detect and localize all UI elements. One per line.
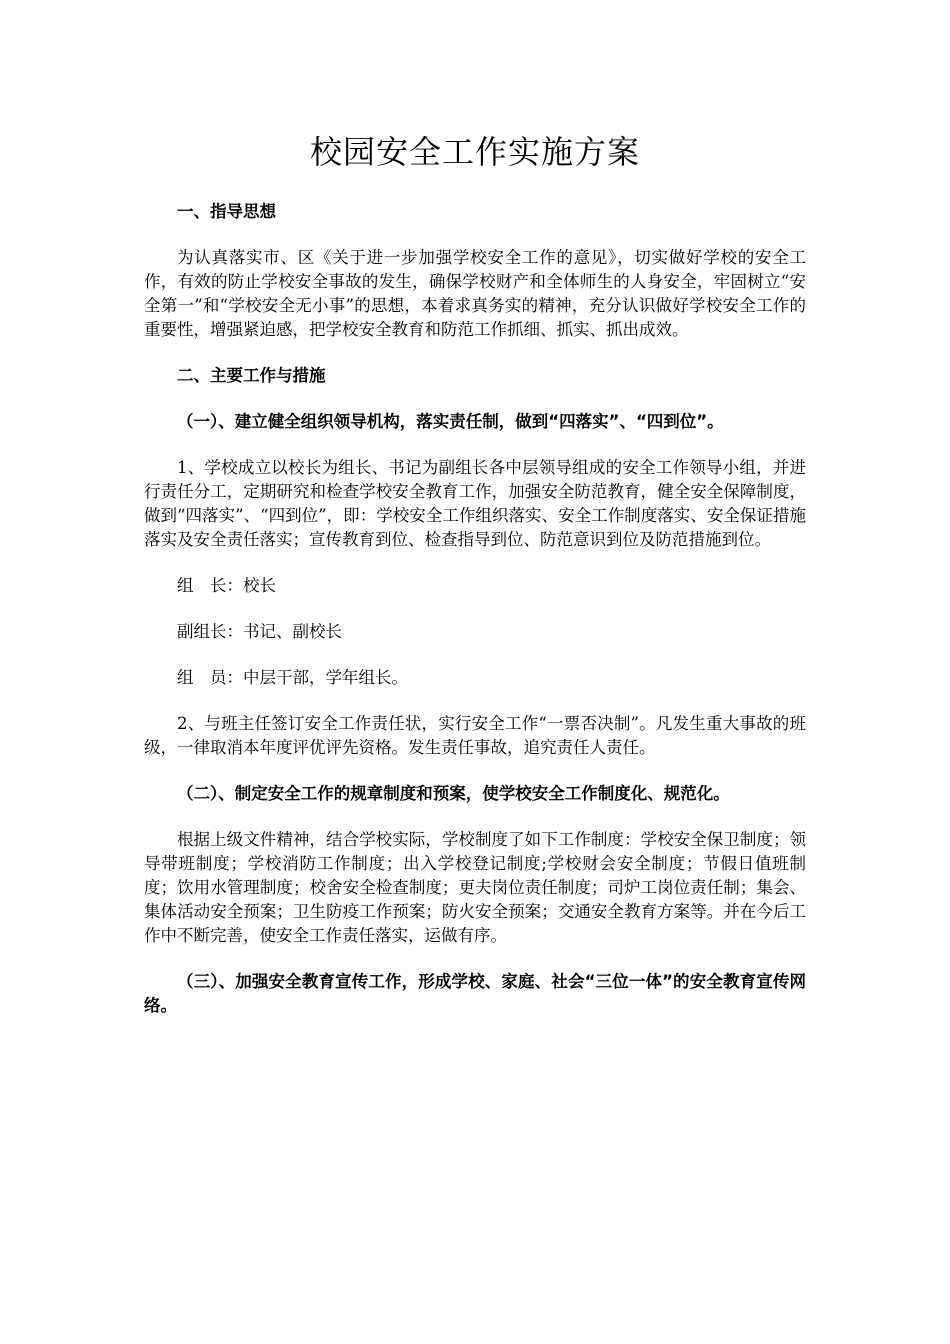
deputy-leader-line: 副组长：书记、副校长: [177, 622, 342, 641]
organization-item-2: 2、与班主任签订安全工作责任状，实行安全工作“一票否决制”。凡发生重大事故的班级，一律取消本年度评优评先资格。发生责任事故，追究责任人责任。: [144, 714, 806, 757]
subsection-heading-publicity: （三）、加强安全教育宣传工作，形成学校、家庭、社会“三位一体”的安全教育宣传网络。: [144, 972, 806, 1015]
document-body: [144, 130, 806, 1040]
section-heading-main-work: 二、主要工作与措施: [177, 366, 326, 385]
subsection-heading-regulations: （二）、制定安全工作的规章制度和预案，使学校安全工作制度化、规范化。: [177, 784, 730, 803]
regulations-paragraph: 根据上级文件精神，结合学校实际，学校制度了如下工作制度：学校安全保卫制度；领导带班制度；学校消防工作制度；出入学校登记制度;学校财会安全制度；节假日值班制度；饮用水管理制度；校舍安全检查制度；更夫岗位责任制度；司炉工岗位责任制；集会、集体活动安全预案；卫生防疫工作预案；防火安全预案；交通安全教育方案等。并在今后工作中不断完善，使安全工作责任落实，运做有序。: [144, 830, 806, 945]
subsection-heading-organization: （一）、建立健全组织领导机构，落实责任制，做到“四落实”、“四到位”。: [177, 412, 724, 431]
group-members-line: 组 员：中层干部，学年组长。: [177, 668, 408, 687]
document-title: 校园安全工作实施方案: [309, 133, 640, 171]
guiding-ideology-paragraph: 为认真落实市、区《关于进一步加强学校安全工作的意见》，切实做好学校的安全工作，有效的防止学校安全事故的发生，确保学校财产和全体师生的人身安全，牢固树立“安全第一”和“学校安全无小事”的思想，本着求真务实的精神，充分认识做好学校安全工作的重要性，增强紧迫感，把学校安全教育和防范工作抓细、抓实、抓出成效。: [144, 248, 806, 339]
section-heading-guiding-ideology: 一、指导思想: [177, 202, 276, 221]
group-leader-line: 组 长：校长: [177, 576, 276, 595]
organization-item-1: 1、学校成立以校长为组长、书记为副组长各中层领导组成的安全工作领导小组，并进行责任分工，定期研究和检查学校安全教育工作，加强安全防范教育，健全安全保障制度，做到“四落实”、“四到位”，即：学校安全工作组织落实、安全工作制度落实、安全保证措施落实及安全责任落实；宣传教育到位、检查指导到位、防范意识到位及防范措施到位。: [144, 458, 806, 549]
